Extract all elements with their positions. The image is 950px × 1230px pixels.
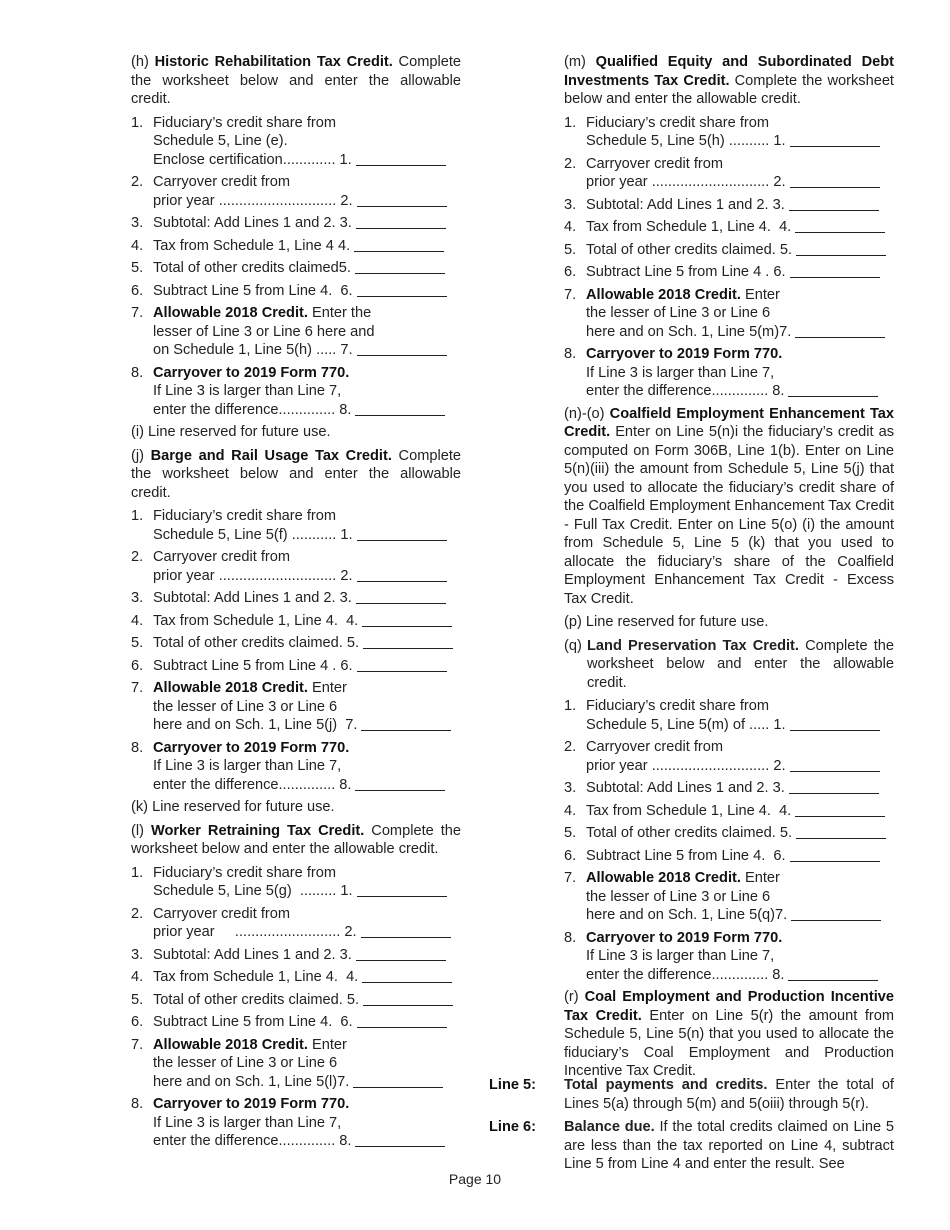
- line-text-row: the lesser of Line 3 or Line 6: [153, 1055, 338, 1071]
- worksheet-line: [131, 114, 461, 170]
- worksheet-line: [564, 114, 894, 151]
- amount-field[interactable]: [357, 341, 447, 356]
- line-entry-row: Schedule 5, Line 5(f) ........... 1.: [153, 526, 461, 545]
- worksheet-line: [564, 779, 894, 798]
- line-text: [153, 364, 461, 420]
- line-text-row: If Line 3 is larger than Line 7,: [153, 383, 342, 399]
- worksheet-line: [131, 548, 461, 585]
- line-number: 6.: [564, 847, 577, 864]
- line-entry-row: Subtotal: Add Lines 1 and 2. 3.: [153, 214, 461, 233]
- amount-field[interactable]: [362, 612, 452, 627]
- worksheet-line: [131, 1013, 461, 1032]
- line-number: 4.: [564, 802, 577, 819]
- line-entry-row: Subtotal: Add Lines 1 and 2. 3.: [153, 946, 461, 965]
- line-text-row: Schedule 5, Line (e).: [153, 133, 288, 149]
- line-text: [586, 345, 894, 401]
- line-entry-row: Subtract Line 5 from Line 4 . 6.: [153, 657, 461, 676]
- worksheet-line: [131, 237, 461, 256]
- line-entry-row: prior year ............................. 2.: [153, 567, 461, 586]
- amount-field[interactable]: [796, 824, 886, 839]
- line-heading: Carryover to 2019 Form 770.: [586, 929, 783, 946]
- line-entry-row: Total of other credits claimed. 5.: [586, 241, 894, 260]
- worksheet-h: [131, 114, 461, 420]
- amount-field[interactable]: [790, 132, 880, 147]
- line-number: 3.: [564, 780, 577, 796]
- line-entry-row: Tax from Schedule 1, Line 4. 4.: [586, 218, 894, 237]
- line-text: [586, 929, 894, 985]
- line-text: [586, 824, 894, 843]
- line-text-row: Carryover credit from: [153, 905, 291, 922]
- worksheet-line: [131, 679, 461, 735]
- line-number: 8.: [564, 929, 577, 946]
- amount-field[interactable]: [354, 237, 444, 252]
- worksheet-line: [564, 802, 894, 821]
- line-text-row: If Line 3 is larger than Line 7,: [153, 1114, 342, 1131]
- line-text: [153, 657, 461, 676]
- line-number: 4.: [131, 237, 144, 254]
- line-entry-row: Subtotal: Add Lines 1 and 2. 3.: [586, 196, 894, 215]
- line-text-row: Carryover credit from: [153, 174, 291, 190]
- worksheet-line: [564, 196, 894, 215]
- section-l-heading: (l) Worker Retraining Tax Credit. Complete the worksheet below and enter the allowable credit.: [131, 822, 461, 857]
- section-j-heading: (j) Barge and Rail Usage Tax Credit. Complete the worksheet below and enter the allowable credit.: [131, 447, 461, 501]
- line-heading: Allowable 2018 Credit. Enter: [586, 870, 780, 886]
- line-text: [153, 1095, 461, 1151]
- amount-field[interactable]: [790, 716, 880, 731]
- amount-field[interactable]: [790, 263, 880, 278]
- line-text: [586, 114, 894, 151]
- amount-field[interactable]: [789, 196, 879, 211]
- worksheet-line: [131, 259, 461, 278]
- line-text: [153, 507, 461, 544]
- line-entry-row: here and on Sch. 1, Line 5(q)7.: [586, 906, 894, 925]
- amount-field[interactable]: [362, 968, 452, 983]
- line-text: [153, 237, 461, 256]
- line-number: 3.: [131, 590, 144, 606]
- line-number: 7.: [131, 680, 144, 696]
- line-text: [153, 864, 461, 901]
- line-number: 1.: [564, 698, 577, 714]
- line-entry-row: enter the difference.............. 8.: [586, 966, 894, 985]
- amount-field[interactable]: [788, 966, 878, 981]
- line-text: [586, 869, 894, 925]
- line-number: 8.: [131, 1096, 144, 1112]
- amount-field[interactable]: [361, 716, 451, 731]
- line-text: [586, 196, 894, 215]
- line-entry-row: Tax from Schedule 1, Line 4. 4.: [153, 968, 461, 987]
- line-text-row: the lesser of Line 3 or Line 6: [586, 305, 771, 321]
- section-p: (p) Line reserved for future use.: [564, 614, 769, 630]
- line-heading: Allowable 2018 Credit. Enter: [586, 286, 780, 303]
- amount-field[interactable]: [357, 192, 447, 207]
- line-text: [153, 173, 461, 210]
- line-text-row: If Line 3 is larger than Line 7,: [586, 364, 775, 381]
- line-text: [153, 214, 461, 233]
- worksheet-line: [564, 697, 894, 734]
- amount-field[interactable]: [357, 526, 447, 541]
- line-number: 5.: [131, 260, 144, 276]
- line-text: [153, 946, 461, 965]
- line-number: 5.: [564, 241, 577, 258]
- line-text: [153, 259, 461, 278]
- amount-field[interactable]: [363, 991, 453, 1006]
- line-text-row: Carryover credit from: [153, 549, 291, 565]
- line-number: 3.: [131, 215, 144, 231]
- line-text: [153, 548, 461, 585]
- line-number: 1.: [131, 508, 144, 524]
- line-number: 5.: [131, 991, 144, 1008]
- line-number: 7.: [131, 1036, 144, 1053]
- line-number: 7.: [564, 870, 577, 886]
- line-entry-row: Total of other credits claimed. 5.: [586, 824, 894, 843]
- worksheet-line: [564, 847, 894, 866]
- line-entry-row: Subtotal: Add Lines 1 and 2. 3.: [153, 589, 461, 608]
- line-number: 4.: [131, 612, 144, 629]
- amount-field[interactable]: [357, 882, 447, 897]
- line-text: [153, 905, 461, 942]
- worksheet-line: [131, 657, 461, 676]
- worksheet-line: [131, 173, 461, 210]
- line-entry-row: Total of other credits claimed. 5.: [153, 991, 461, 1010]
- line-number: 8.: [131, 364, 144, 381]
- amount-field[interactable]: [788, 382, 878, 397]
- worksheet-j: [131, 507, 461, 794]
- line-entry-row: Subtract Line 5 from Line 4. 6.: [153, 1013, 461, 1032]
- line-entry-row: Schedule 5, Line 5(g) ......... 1.: [153, 882, 461, 901]
- amount-field[interactable]: [355, 1132, 445, 1147]
- section-h-heading: (h) Historic Rehabilitation Tax Credit. Complete the worksheet below and enter the allowable credit.: [131, 54, 462, 107]
- worksheet-line: [131, 946, 461, 965]
- line-heading: Carryover to 2019 Form 770.: [153, 1096, 350, 1112]
- line-text: [153, 968, 461, 987]
- line-number: 4.: [564, 219, 577, 235]
- line-entry-row: Tax from Schedule 1, Line 4. 4.: [586, 802, 894, 821]
- line-number: 6.: [131, 1014, 144, 1030]
- line-entry-row: prior year .......................... 2.: [153, 923, 461, 942]
- line-number: 8.: [564, 346, 577, 362]
- worksheet-m: [564, 114, 894, 401]
- amount-field[interactable]: [357, 1013, 447, 1028]
- line-number: 6.: [131, 657, 144, 674]
- line-entry-row: here and on Sch. 1, Line 5(m)7.: [586, 323, 894, 342]
- line-number: 6.: [564, 264, 577, 280]
- line-number: 1.: [131, 864, 144, 881]
- amount-field[interactable]: [356, 946, 446, 961]
- line-text: [153, 304, 461, 360]
- amount-field[interactable]: [795, 323, 885, 338]
- amount-field[interactable]: [355, 776, 445, 791]
- section-n-o: (n)-(o) Coalfield Employment Enhancement Tax Credit. Enter on Line 5(n)i the fiduciary’s credit as computed on Form 306B, Line 1(b). Enter on Line 5(n)(iii) the amount from Schedule 5, Line 5(j) that you used to allocate the fiduciary’s credit share of the Coalfield Employment Enhancement Tax Credit - Full Tax Credit. Enter on Line 5(o) (i) the amount from Schedule 5, Line 5 (k) that you used to allocate the fiduciary’s share of the Coalfield Employment Enhancement Tax Credit - Excess Tax Credit.: [564, 405, 895, 607]
- line-number: 8.: [131, 739, 144, 756]
- amount-field[interactable]: [363, 634, 453, 649]
- line-text: [586, 263, 894, 282]
- worksheet-line: [131, 1036, 461, 1092]
- line-number: 7.: [564, 286, 577, 303]
- amount-field[interactable]: [795, 802, 885, 817]
- worksheet-line: [131, 214, 461, 233]
- line-number: 6.: [131, 282, 144, 299]
- line-entry-row: Subtract Line 5 from Line 4 . 6.: [586, 263, 894, 282]
- amount-field[interactable]: [790, 173, 880, 188]
- worksheet-line: [131, 968, 461, 987]
- amount-field[interactable]: [357, 567, 447, 582]
- line-text: [586, 241, 894, 260]
- line-text-row: lesser of Line 3 or Line 6 here and: [153, 323, 375, 340]
- amount-field[interactable]: [795, 218, 885, 233]
- line-text-row: Fiduciary’s credit share from: [586, 114, 770, 131]
- line-text: [153, 739, 461, 795]
- line-text-row: Fiduciary’s credit share from: [153, 114, 337, 131]
- section-q-heading: (q) Land Preservation Tax Credit. Complete the worksheet below and enter the allowable credit.: [564, 637, 894, 691]
- worksheet-line: [131, 282, 461, 301]
- amount-field[interactable]: [361, 923, 451, 938]
- line-number: 5.: [131, 635, 144, 651]
- worksheet-line: [131, 739, 461, 795]
- worksheet-line: [564, 155, 894, 192]
- line-heading: Carryover to 2019 Form 770.: [153, 364, 350, 381]
- line-number: 1.: [131, 114, 144, 131]
- worksheet-line: [131, 905, 461, 942]
- section-k: (k) Line reserved for future use.: [131, 799, 335, 815]
- section-i: (i) Line reserved for future use.: [131, 424, 331, 440]
- line-text: [586, 779, 894, 798]
- line-entry-row: here and on Sch. 1, Line 5(l)7.: [153, 1073, 461, 1092]
- line-heading: Carryover to 2019 Form 770.: [153, 739, 350, 756]
- line-number: 3.: [564, 196, 577, 213]
- line-text-row: If Line 3 is larger than Line 7,: [153, 758, 342, 774]
- line-entry-row: Schedule 5, Line 5(h) .......... 1.: [586, 132, 894, 151]
- worksheet-line: [131, 304, 461, 360]
- worksheet-line: [564, 929, 894, 985]
- worksheet-line: [131, 991, 461, 1010]
- line-number: 7.: [131, 305, 144, 321]
- line-text: [586, 697, 894, 734]
- amount-field[interactable]: [355, 401, 445, 416]
- line-text: [153, 679, 461, 735]
- amount-field[interactable]: [357, 657, 447, 672]
- line-text: [586, 738, 894, 775]
- line-6-instruction: Line 6: Balance due. If the total credits claimed on Line 5 are less than the tax reported on Line 4, subtract Line 5 from Line 4 and enter the result. See: [489, 1119, 894, 1172]
- line-text: [586, 802, 894, 821]
- line-entry-row: enter the difference.............. 8.: [153, 776, 461, 795]
- line-text: [586, 286, 894, 342]
- worksheet-line: [131, 589, 461, 608]
- line-text: [586, 218, 894, 237]
- line-text: [153, 991, 461, 1010]
- line-entry-row: enter the difference.............. 8.: [586, 382, 894, 401]
- amount-field[interactable]: [790, 757, 880, 772]
- worksheet-q: [564, 697, 894, 984]
- line-entry-row: on Schedule 1, Line 5(h) ..... 7.: [153, 341, 461, 360]
- line-5-instruction: Line 5: Total payments and credits. Enter the total of Lines 5(a) through 5(m) and 5(oiii) through 5(r).: [489, 1077, 894, 1112]
- amount-field[interactable]: [356, 214, 446, 229]
- line-number: 3.: [131, 946, 144, 963]
- left-column: [131, 53, 461, 1155]
- line-text: [586, 847, 894, 866]
- worksheet-line: [564, 738, 894, 775]
- line-text: [153, 1013, 461, 1032]
- worksheet-line: [564, 286, 894, 342]
- amount-field[interactable]: [355, 259, 445, 274]
- amount-field[interactable]: [789, 779, 879, 794]
- line-entry-row: prior year ............................. 2.: [586, 757, 894, 776]
- line-text-row: If Line 3 is larger than Line 7,: [586, 948, 775, 964]
- line-text: [153, 1036, 461, 1092]
- worksheet-line: [564, 218, 894, 237]
- worksheet-line: [131, 1095, 461, 1151]
- amount-field[interactable]: [353, 1073, 443, 1088]
- line-entry-row: Enclose certification............. 1.: [153, 151, 461, 170]
- line-number: 2.: [564, 739, 577, 755]
- line-entry-row: Total of other credits claimed. 5.: [153, 634, 461, 653]
- worksheet-line: [564, 345, 894, 401]
- line-entry-row: here and on Sch. 1, Line 5(j) 7.: [153, 716, 461, 735]
- line-text-row: Carryover credit from: [586, 155, 724, 172]
- line-entry-row: enter the difference.............. 8.: [153, 1132, 461, 1151]
- line-number: 5.: [564, 825, 577, 841]
- amount-field[interactable]: [791, 906, 881, 921]
- section-m-heading: (m) Qualified Equity and Subordinated Debt Investments Tax Credit. Complete the worksheet below and enter the allowable credit.: [564, 54, 894, 107]
- line-text-row: Fiduciary’s credit share from: [153, 864, 337, 881]
- amount-field[interactable]: [357, 282, 447, 297]
- line-entry-row: prior year ............................. 2.: [153, 192, 461, 211]
- line-text-row: the lesser of Line 3 or Line 6: [586, 888, 771, 905]
- line-text: [586, 155, 894, 192]
- line-number: 2.: [131, 174, 144, 190]
- line-text: [153, 634, 461, 653]
- worksheet-line: [564, 241, 894, 260]
- amount-field[interactable]: [790, 847, 880, 862]
- line-number: 2.: [564, 155, 577, 172]
- amount-field[interactable]: [356, 151, 446, 166]
- line-heading: Carryover to 2019 Form 770.: [586, 346, 783, 362]
- worksheet-line: [564, 824, 894, 843]
- line-text: [153, 612, 461, 631]
- line-text-row: Carryover credit from: [586, 739, 724, 755]
- line-entry-row: enter the difference.............. 8.: [153, 401, 461, 420]
- line-text: [153, 282, 461, 301]
- line-text: [153, 114, 461, 170]
- worksheet-line: [131, 364, 461, 420]
- line-text-row: the lesser of Line 3 or Line 6: [153, 698, 338, 715]
- amount-field[interactable]: [796, 241, 886, 256]
- worksheet-line: [131, 634, 461, 653]
- line-number: 4.: [131, 969, 144, 985]
- worksheet-line: [564, 263, 894, 282]
- worksheet-line: [564, 869, 894, 925]
- line-text: [153, 589, 461, 608]
- worksheet-line: [131, 507, 461, 544]
- page-number: Page 10: [448, 1171, 502, 1187]
- line-heading: Allowable 2018 Credit. Enter: [153, 680, 347, 696]
- line-entry-row: Tax from Schedule 1, Line 4. 4.: [153, 612, 461, 631]
- section-r: (r) Coal Employment and Production Incentive Tax Credit. Enter on Line 5(r) the amount from Schedule 5, Line 5(n) that you used to allocate the fiduciary’s Coal Employment and Production Incentive Tax Credit.: [564, 989, 895, 1079]
- line-entry-row: Tax from Schedule 1, Line 4 4.: [153, 237, 461, 256]
- line-entry-row: Subtotal: Add Lines 1 and 2. 3.: [586, 779, 894, 798]
- line-entry-row: Subtract Line 5 from Line 4. 6.: [586, 847, 894, 866]
- line-number: 2.: [131, 905, 144, 922]
- worksheet-line: [131, 864, 461, 901]
- line-number: 2.: [131, 549, 144, 565]
- line-entry-row: prior year ............................. 2.: [586, 173, 894, 192]
- line-number: 1.: [564, 114, 577, 131]
- line-entry-row: Schedule 5, Line 5(m) of ..... 1.: [586, 716, 894, 735]
- line-text-row: Fiduciary’s credit share from: [586, 698, 770, 714]
- amount-field[interactable]: [356, 589, 446, 604]
- line-heading: Allowable 2018 Credit. Enter the: [153, 305, 372, 321]
- line-entry-row: Subtract Line 5 from Line 4. 6.: [153, 282, 461, 301]
- right-column: [564, 53, 894, 1086]
- line-text-row: Fiduciary’s credit share from: [153, 508, 337, 524]
- line-entry-row: Total of other credits claimed5.: [153, 259, 461, 278]
- line-heading: Allowable 2018 Credit. Enter: [153, 1036, 347, 1053]
- worksheet-l: [131, 864, 461, 1151]
- worksheet-line: [131, 612, 461, 631]
